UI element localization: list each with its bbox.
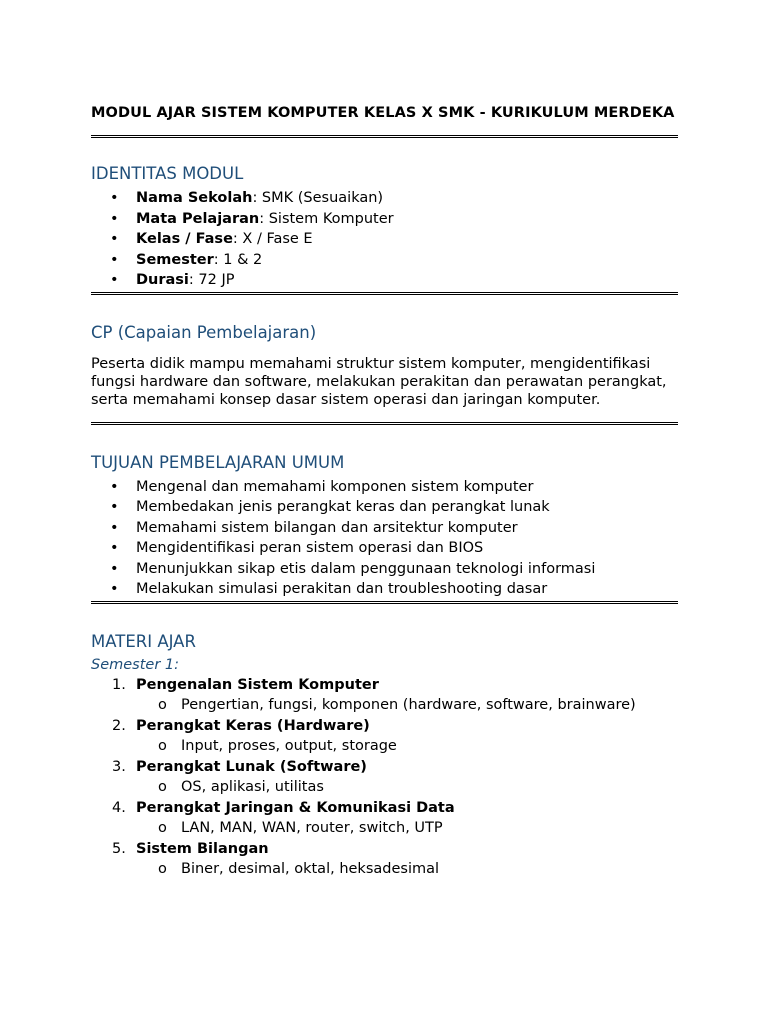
sub-item-text: OS, aplikasi, utilitas [181, 779, 324, 795]
item-value: : X / Fase E [232, 231, 313, 247]
item-text: Melakukan simulasi perakitan dan troubleshooting dasar [136, 581, 548, 597]
item-number: 2. [112, 717, 126, 734]
bullet-icon: • [110, 581, 119, 597]
sub-item-text: Pengertian, fungsi, komponen (hardware, software, brainware) [181, 697, 636, 713]
sub-item [136, 859, 678, 880]
list-item [91, 798, 678, 839]
list-item [91, 229, 678, 250]
section-divider [91, 422, 678, 425]
list-item [91, 538, 678, 559]
topic-title: Pengenalan Sistem Komputer [136, 676, 379, 693]
bullet-icon: • [110, 210, 119, 227]
circle-bullet-icon: o [158, 697, 167, 713]
topic-title: Perangkat Keras (Hardware) [136, 717, 370, 734]
sub-item [136, 818, 678, 839]
item-label: Nama Sekolah [136, 190, 253, 206]
list-item [91, 250, 678, 271]
tujuan-list [91, 477, 678, 600]
list-item [91, 209, 678, 230]
item-text: Memahami sistem bilangan dan arsitektur komputer [136, 519, 518, 536]
document-title: MODUL AJAR SISTEM KOMPUTER KELAS X SMK - KURIKULUM MERDEKA [91, 105, 675, 121]
item-label: Kelas / Fase [136, 231, 233, 247]
item-number: 5. [112, 840, 126, 857]
item-number: 4. [112, 799, 126, 816]
bullet-icon: • [110, 560, 119, 577]
section-divider [91, 601, 678, 604]
bullet-icon: • [110, 251, 119, 268]
bullet-icon: • [110, 231, 119, 247]
bullet-icon: • [110, 272, 119, 288]
item-value: : Sistem Komputer [259, 210, 394, 227]
materi-heading: MATERI AJAR [91, 631, 196, 651]
item-text: Membedakan jenis perangkat keras dan perangkat lunak [136, 499, 550, 515]
item-label: Semester [136, 251, 214, 268]
sub-item-text: Biner, desimal, oktal, heksadesimal [181, 861, 440, 877]
list-item [91, 559, 678, 580]
list-item [91, 188, 678, 209]
bullet-icon: • [110, 499, 119, 515]
bullet-icon: • [110, 478, 119, 495]
circle-bullet-icon: o [158, 779, 167, 795]
topic-title: Perangkat Jaringan & Komunikasi Data [136, 799, 455, 816]
list-item [91, 497, 678, 518]
sub-item-text: Input, proses, output, storage [181, 738, 397, 754]
identitas-heading: IDENTITAS MODUL [91, 164, 244, 183]
bullet-icon: • [110, 540, 119, 556]
cp-heading: CP (Capaian Pembelajaran) [91, 322, 317, 342]
section-divider [91, 292, 678, 295]
topic-title: Perangkat Lunak (Software) [136, 758, 367, 775]
item-value: : 1 & 2 [213, 251, 263, 268]
sub-item [136, 695, 678, 716]
sub-item [136, 736, 678, 757]
item-value: : 72 JP [188, 272, 235, 288]
semester-label: Semester 1: [91, 656, 180, 673]
topic-title: Sistem Bilangan [136, 840, 269, 857]
circle-bullet-icon: o [158, 861, 167, 877]
item-number: 1. [112, 676, 126, 693]
list-item [91, 757, 678, 798]
section-divider [91, 135, 678, 138]
item-text: Menunjukkan sikap etis dalam penggunaan teknologi informasi [136, 560, 596, 577]
list-item [91, 675, 678, 716]
cp-paragraph: Peserta didik mampu memahami struktur sistem komputer, mengidentifikasi fungsi hardware dan software, melakukan perakitan dan perawatan perangkat, serta memahami konsep dasar sistem operasi dan jaringan komputer. [91, 355, 667, 408]
bullet-icon: • [110, 519, 119, 536]
sub-item [136, 777, 678, 798]
materi-list [91, 675, 678, 880]
bullet-icon: • [110, 190, 119, 206]
sub-item-text: LAN, MAN, WAN, router, switch, UTP [181, 820, 443, 836]
list-item [91, 716, 678, 757]
list-item [91, 270, 678, 291]
list-item [91, 579, 678, 600]
list-item [91, 518, 678, 539]
circle-bullet-icon: o [158, 738, 167, 754]
item-text: Mengenal dan memahami komponen sistem komputer [136, 478, 534, 495]
identitas-list [91, 188, 678, 291]
circle-bullet-icon: o [158, 820, 167, 836]
item-number: 3. [112, 758, 126, 775]
list-item [91, 839, 678, 880]
tujuan-heading: TUJUAN PEMBELAJARAN UMUM [91, 452, 345, 472]
list-item [91, 477, 678, 498]
item-text: Mengidentifikasi peran sistem operasi dan BIOS [136, 540, 484, 556]
item-label: Durasi [136, 272, 189, 288]
item-label: Mata Pelajaran [136, 210, 260, 227]
item-value: : SMK (Sesuaikan) [252, 190, 384, 206]
